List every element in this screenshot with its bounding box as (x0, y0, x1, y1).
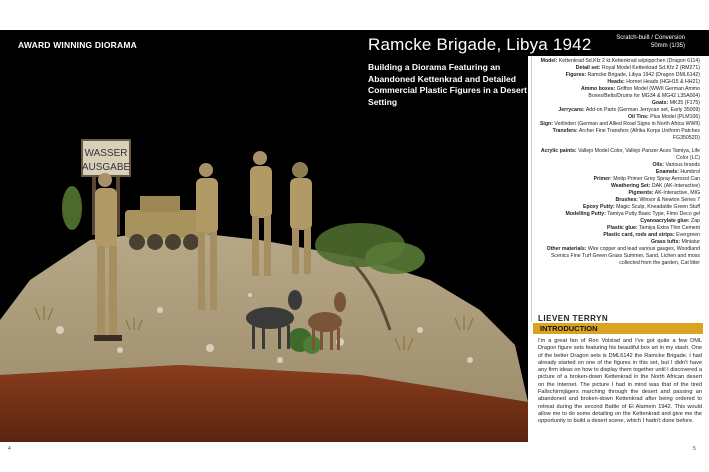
article-title: Ramcke Brigade, Libya 1942 (368, 35, 592, 54)
spec-label: Oils: (652, 162, 665, 168)
spec-value: Tamiya Putty Basic Type, Fimo Deco gel (607, 211, 700, 217)
spec-label: Modelling Putty: (565, 211, 606, 217)
spec-row (538, 169, 700, 176)
spec-row (538, 183, 700, 190)
spec-row (538, 58, 700, 65)
spec-label: Acrylic paints: (540, 148, 577, 154)
spec-label: Cyanoacrylate glue: (640, 218, 690, 224)
page-number-right: 5 (693, 446, 696, 452)
spec-label: Goats: (651, 100, 669, 106)
spec-value: Wire copper and lead various gauges, Woodland Scenics Fine Turf Green Grass Summer, Sand, Lichen and moss collected from the garden, Cat litter (550, 246, 700, 266)
spec-row (538, 225, 700, 232)
spec-label: Enamels: (655, 169, 679, 175)
spec-label: Transfers: (552, 128, 578, 134)
spec-row (538, 148, 700, 162)
spec-label: Epoxy Putty: (583, 204, 615, 210)
spec-value: AK-Interactive, MIG (654, 190, 700, 196)
spec-value: DAK (AK-Interactive) (651, 183, 700, 189)
spec-row (538, 86, 700, 100)
spec-row (538, 162, 700, 169)
spec-label: Grass tufts: (650, 239, 681, 245)
spec-value: Plus Model (PLM106) (650, 114, 700, 120)
spec-row (538, 218, 700, 225)
spec-value: Zap (691, 218, 700, 224)
spec-value: Magic Sculp, Kneadatite Green Stuff (616, 204, 700, 210)
spec-value: Add-on Parts (German Jerrycan set, Early 35009) (585, 107, 700, 113)
spec-value: MK35 (F175) (669, 100, 700, 106)
spec-label: Oil Tins: (628, 114, 649, 120)
article-subtitle: Building a Diorama Featuring an Abandoned Kettenkrad and Detailed Commercial Plastic Figures in a Desert Setting (368, 62, 528, 107)
intro-heading: INTRODUCTION (540, 324, 598, 333)
author-name: LIEVEN TERRYN (538, 314, 609, 323)
spec-label: Plastic glue: (607, 225, 638, 231)
spec-row (538, 211, 700, 218)
spec-label: Heads: (607, 79, 625, 85)
spec-label: Primer: (593, 176, 612, 182)
scale-info (616, 34, 685, 50)
spec-label: Detail set: (575, 65, 601, 71)
spec-row (538, 204, 700, 211)
spec-value: Tamiya Extra Thin Cement (638, 225, 700, 231)
spec-value: Griffon Model (WWII German Ammo Boxes/Belts/Drums for MG34 & MG42 L35A004) (588, 86, 700, 99)
sign-line2: AUSGABE (81, 162, 131, 173)
spec-label: Model: (540, 58, 558, 64)
spec-row (538, 232, 700, 239)
spec-label: Weathering Set: (610, 183, 651, 189)
spec-row (538, 176, 700, 183)
scale-line2: 50mm (1/35) (650, 43, 685, 49)
spec-value: Winsor & Newton Series 7 (639, 197, 700, 203)
spec-value: Evergreen (676, 232, 700, 238)
spec-value: Royal Model Kettenkrad Sd.Kfz 2 (RM271) (601, 65, 700, 71)
spec-row (538, 197, 700, 204)
spec-value: Archer Fine Transfers (Afrika Korps Uniform Patches FG35052D) (578, 128, 700, 141)
intro-body: I'm a great fan of Ron Volstad and I've got quite a few DML Dragon figure sets featuring his beautiful box art in my stash. One of the better Dragon sets is DML6142 the Ramcke Brigade. I had already started on one of the figures in this set, but I didn't have any firm ideas on how to display them together until I discovered a picture of a broken-down Kettenkrad in the North African desert on the Internet. The picture I had in mind was that of the tired Fallschirmjägers marching through the desert and passing an abandoned and broken-down Kettenkrad after being ordered to retreat during the second Battle of El Alamein 1942. This would allow me to do some detailing on the Kettenkrad and give me the opportunity to build a desert scene, which I hadn't done before. (538, 338, 702, 425)
spec-label: Brushes: (615, 197, 638, 203)
column-divider (531, 56, 532, 322)
spec-value: Various brands (665, 162, 700, 168)
scale-line1: Scratch-built / Conversion (616, 35, 685, 41)
spec-value: Miniatur (681, 239, 700, 245)
specs-list (538, 58, 700, 267)
sign-line1: WASSER (84, 148, 128, 159)
spec-label: Sign: (539, 121, 553, 127)
spec-row (538, 79, 700, 86)
spec-row (538, 190, 700, 197)
spec-label: Figures: (565, 72, 587, 78)
page-number-left: 4 (8, 446, 11, 452)
spec-row (538, 246, 700, 267)
spec-value: Motip Primer Grey Spray Aerosol Can (613, 176, 700, 182)
spec-row (538, 121, 700, 128)
spec-label: Ammo boxes: (581, 86, 616, 92)
paint-rows (538, 148, 700, 267)
spec-row (538, 65, 700, 72)
spec-value: Hornet Heads (HGH15 & HH21) (626, 79, 700, 85)
spec-label: Plastic card, rods and strips: (603, 232, 675, 238)
spec-rows (538, 58, 700, 142)
spec-row (538, 107, 700, 114)
spec-value: Humbrol (680, 169, 700, 175)
spec-value: Verlinden (German and Allied Road Signs in North Africa WWII) (554, 121, 700, 127)
spec-row (538, 128, 700, 142)
spec-value: Vallejo Model Color, Vallejo Panzer Aces Tamiya, Life Color (LC) (578, 148, 700, 161)
spec-value: Ramcke Brigade, Libya 1942 (Dragon DML6142) (587, 72, 700, 78)
spec-label: Jerrycans: (558, 107, 585, 113)
section-label: AWARD WINNING DIORAMA (18, 40, 137, 50)
spec-label: Pigments: (628, 190, 654, 196)
spec-label: Other materials: (546, 246, 587, 252)
spec-row (538, 72, 700, 79)
spec-row (538, 100, 700, 107)
spec-row (538, 239, 700, 246)
spec-row (538, 114, 700, 121)
spec-value: Kettenkrad Sd.Kfz 2 kl.Kettenkrad w/piippchen (Dragon 6114) (558, 58, 700, 64)
